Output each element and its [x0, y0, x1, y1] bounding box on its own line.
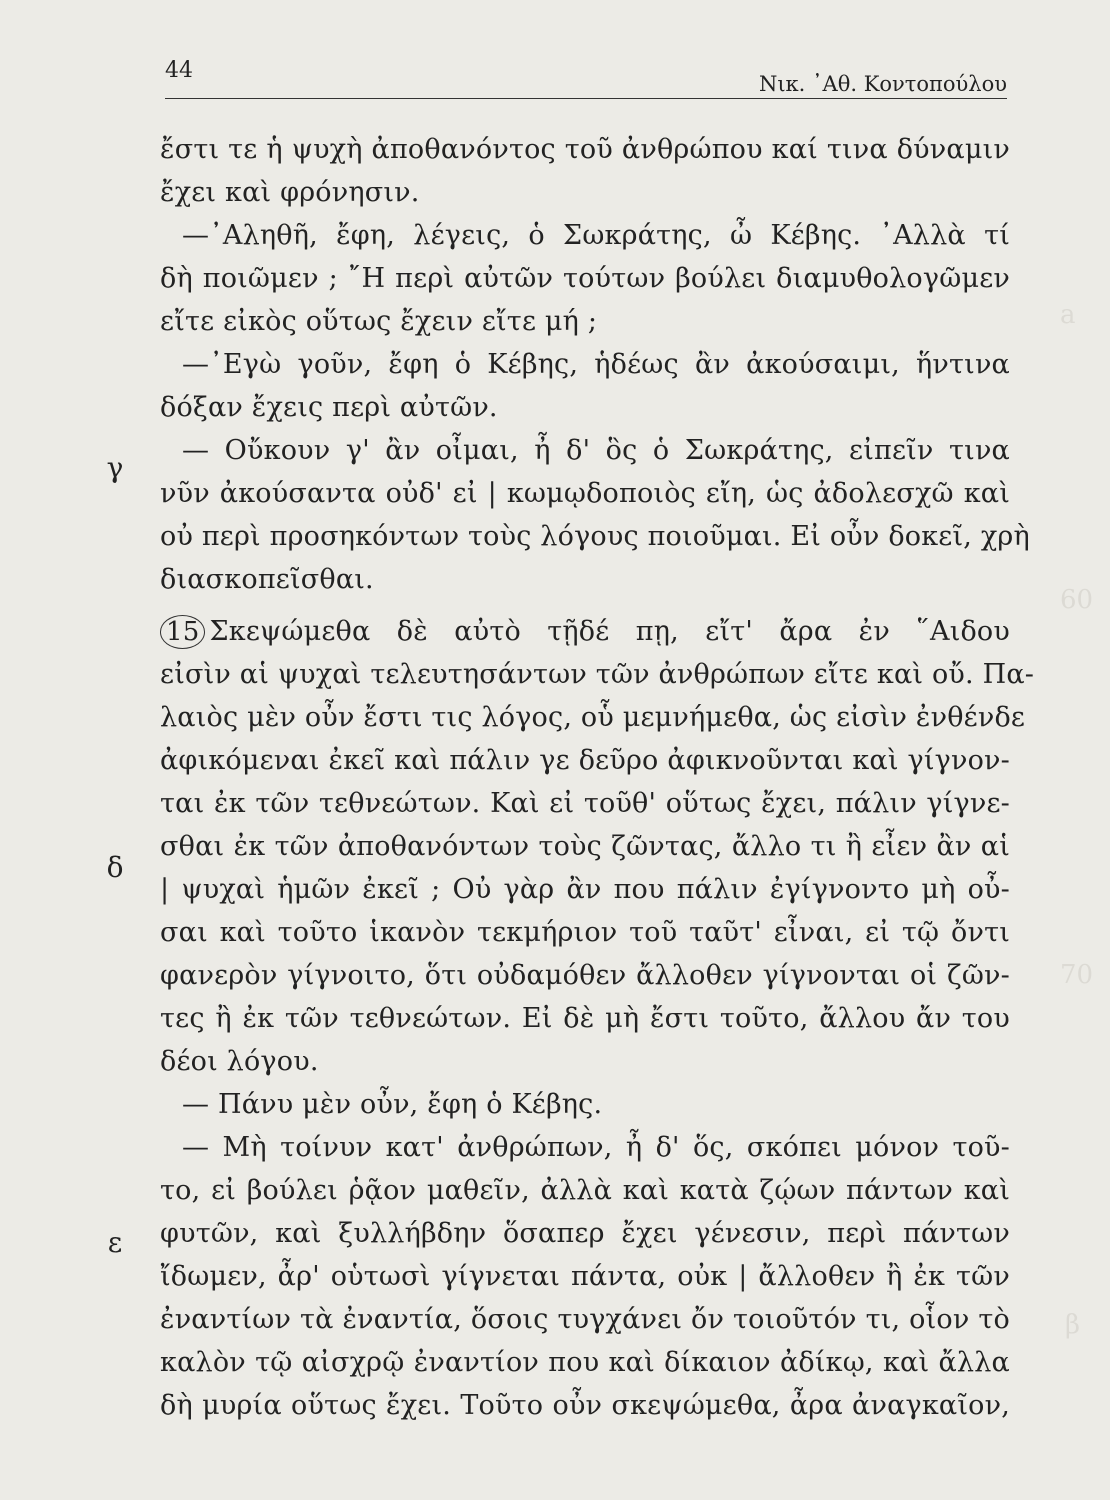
text-line: | ψυχαὶ ἡμῶν ἐκεῖ ; Οὐ γὰρ ἂν που πάλιν ἐγίγνοντο μὴ οὖ- [160, 874, 1010, 905]
text-line: σαι καὶ τοῦτο ἱκανὸν τεκμήριον τοῦ ταῦτ' εἶναι, εἰ τῷ ὄντι [160, 917, 1010, 948]
text-line: λαιὸς μὲν οὖν ἔστι τις λόγος, οὗ μεμνήμεθα, ὡς εἰσὶν ἐνθένδε [160, 702, 1026, 733]
text-line: — Οὔκουν γ' ἂν οἶμαι, ἦ δ' ὃς ὁ Σωκράτης, εἰπεῖν τινα [182, 435, 1010, 466]
text-line: ται ἐκ τῶν τεθνεώτων. Καὶ εἰ τοῦθ' οὕτως ἔχει, πάλιν γίγνε- [160, 788, 1010, 819]
text-line: εἰσὶν αἱ ψυχαὶ τελευτησάντων τῶν ἀνθρώπων εἴτε καὶ οὔ. Πα- [160, 659, 1035, 690]
page-number: 44 [165, 58, 193, 83]
text-line: —᾿Αληθῆ, ἔφη, λέγεις, ὁ Σωκράτης, ὦ Κέβης. ᾿Αλλὰ τί [182, 220, 1010, 251]
text-line: σθαι ἐκ τῶν ἀποθανόντων τοὺς ζῶντας, ἄλλο τι ἢ εἶεν ἂν αἱ [160, 831, 1010, 862]
text-line: ἀφικόμεναι ἐκεῖ καὶ πάλιν γε δεῦρο ἀφικνοῦνται καὶ γίγνον- [160, 745, 1010, 776]
bleed-through-mark: β [1065, 1310, 1081, 1340]
text-line: Σκεψώμεθα δὲ αὐτὸ τῇδέ πῃ, εἴτ' ἄρα ἐν ῞Αιδου [209, 616, 1010, 647]
text-line: τες ἢ ἐκ τῶν τεθνεώτων. Εἰ δὲ μὴ ἔστι τοῦτο, ἄλλου ἄν του [160, 1003, 1010, 1034]
text-line: καλὸν τῷ αἰσχρῷ ἐναντίον που καὶ δίκαιον ἀδίκῳ, καὶ ἄλλα [160, 1347, 1010, 1378]
text-line: ἔστι τε ἡ ψυχὴ ἀποθανόντος τοῦ ἀνθρώπου καί τινα δύναμιν [160, 134, 1010, 165]
chapter-first-line [160, 612, 1010, 652]
bleed-through-mark: a [1060, 300, 1076, 330]
text-line: διασκοπεῖσθαι. [160, 564, 374, 595]
bleed-through-mark: 70 [1060, 960, 1094, 990]
text-line: ἐναντίων τὰ ἐναντία, ὅσοις τυγχάνει ὄν τοιοῦτόν τι, οἷον τὸ [160, 1304, 1010, 1335]
margin-letter-epsilon: ε [107, 1226, 123, 1259]
text-line: —᾿Εγὼ γοῦν, ἔφη ὁ Κέβης, ἡδέως ἂν ἀκούσαιμι, ἥντινα [182, 349, 1010, 380]
text-line: ἴδωμεν, ἆρ' οὑτωσὶ γίγνεται πάντα, οὐκ | ἄλλοθεν ἢ ἐκ τῶν [160, 1261, 1010, 1292]
text-line: — Μὴ τοίνυν κατ' ἀνθρώπων, ἦ δ' ὅς, σκόπει μόνον τοῦ- [182, 1132, 1010, 1163]
text-line: νῦν ἀκούσαντα οὐδ' εἰ | κωμῳδοποιὸς εἴη, ὡς ἀδολεσχῶ καὶ [160, 478, 1010, 509]
running-head: Νικ. ᾿Αθ. Κοντοπούλου [758, 72, 1007, 96]
text-line: δέοι λόγου. [160, 1046, 319, 1077]
text-line: οὐ περὶ προσηκόντων τοὺς λόγους ποιοῦμαι. Εἰ οὖν δοκεῖ, χρὴ [160, 521, 1030, 552]
bleed-through-mark: 60 [1060, 585, 1094, 615]
page-header [165, 58, 1007, 99]
text-line: ἔχει καὶ φρόνησιν. [160, 177, 420, 208]
text-line: δὴ μυρία οὕτως ἔχει. Τοῦτο οὖν σκεψώμεθα, ἆρα ἀναγκαῖον, [160, 1390, 1010, 1421]
text-line: εἴτε εἰκὸς οὕτως ἔχειν εἴτε μή ; [160, 306, 598, 337]
text-line: το, εἰ βούλει ῥᾷον μαθεῖν, ἀλλὰ καὶ κατὰ ζῴων πάντων καὶ [160, 1175, 1010, 1206]
text-line: δὴ ποιῶμεν ; ῎Η περὶ αὐτῶν τούτων βούλει διαμυθολογῶμεν [160, 263, 1010, 294]
margin-letter-delta: δ [106, 851, 124, 884]
text-line: φυτῶν, καὶ ξυλλήβδην ὅσαπερ ἔχει γένεσιν, περὶ πάντων [160, 1218, 1010, 1249]
chapter-number: 15 [160, 615, 205, 649]
margin-letter-gamma: γ [106, 451, 124, 484]
text-line: — Πάνυ μὲν οὖν, ἔφη ὁ Κέβης. [182, 1089, 603, 1120]
text-line: φανερὸν γίγνοιτο, ὅτι οὐδαμόθεν ἄλλοθεν γίγνονται οἱ ζῶν- [160, 960, 1010, 991]
text-line: δόξαν ἔχεις περὶ αὐτῶν. [160, 392, 498, 423]
